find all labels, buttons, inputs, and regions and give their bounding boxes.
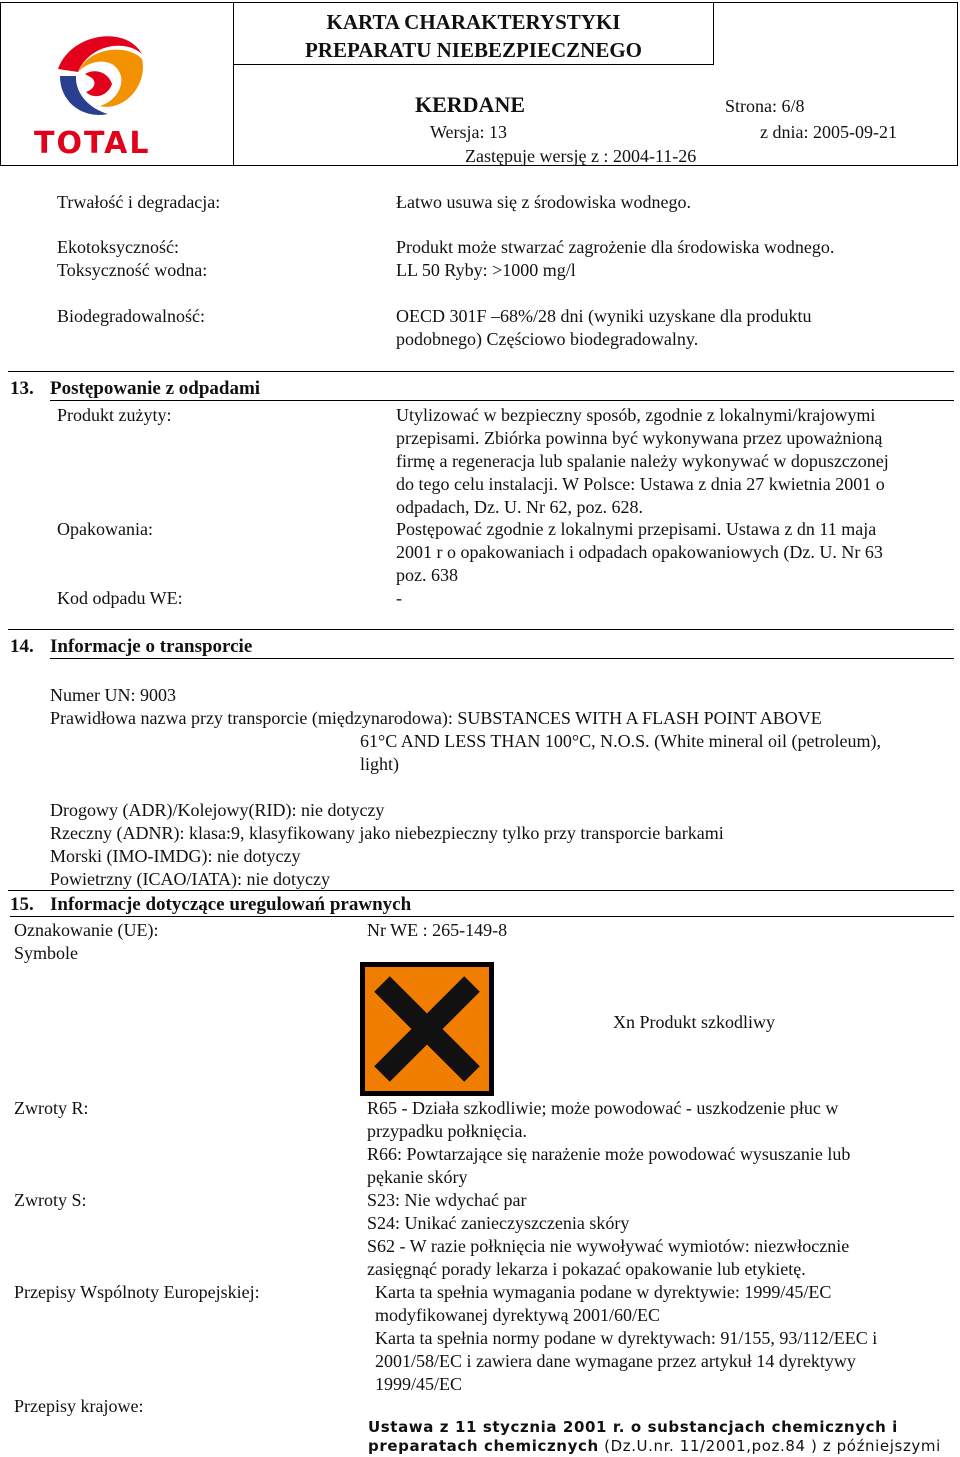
label-s-phrases: Zwroty S:: [14, 1190, 87, 1210]
text-line: S62 - W razie połknięcia nie wywoływać wymiotów: niezwłocznie: [367, 1236, 850, 1256]
text-line: R66: Powtarzające się narażenie może powodować wysuszanie lub: [367, 1144, 851, 1164]
text-line: do tego celu instalacji. W Polsce: Ustawa z dnia 27 kwietnia 2001 o: [396, 474, 885, 494]
un-number: Numer UN: 9003: [50, 685, 176, 705]
value-used-product: [396, 404, 889, 519]
text-line: Utylizować w bezpieczny sposób, zgodnie z lokalnymi/krajowymi: [396, 405, 876, 425]
version: Wersja: 13: [430, 122, 508, 142]
text-line: R65 - Działa szkodliwie; może powodować - uszkodzenie płuc w: [367, 1098, 839, 1118]
value-biodegradability-2: podobnego) Częściowo biodegradowalny.: [396, 329, 699, 349]
value-national-regulations-1: Ustawa z 11 stycznia 2001 r. o substancjach chemicznych i: [368, 1418, 898, 1436]
label-packaging: Opakowania:: [57, 519, 153, 539]
value-eu-regulations: [375, 1281, 877, 1396]
value-waste-code: -: [396, 588, 402, 608]
text-line: modyfikowanej dyrektywą 2001/60/EC: [375, 1305, 660, 1325]
text-line: pękanie skóry: [367, 1167, 468, 1187]
text-line: przepisami. Zbiórka powinna być wykonywana przez upoważnioną: [396, 428, 883, 448]
section-divider: [8, 890, 954, 891]
value-ecotoxicity: Produkt może stwarzać zagrożenie dla środowiska wodnego.: [396, 237, 835, 257]
section-13-title: Postępowanie z odpadami: [50, 378, 261, 399]
text-line: firmę a regeneracja lub spalanie należy wykonywać w dopuszczonej: [396, 451, 889, 471]
section-15-title: Informacje dotyczące uregulowań prawnych: [50, 894, 412, 915]
label-biodegradability: Biodegradowalność:: [57, 306, 205, 326]
section-title-underline: [50, 400, 954, 401]
version-date: z dnia: 2005-09-21: [760, 122, 897, 142]
shipping-name-3: light): [360, 754, 399, 774]
shipping-name-2: 61°C AND LESS THAN 100°C, N.O.S. (White mineral oil (petroleum),: [360, 731, 882, 751]
section-14-title: Informacje o transporcie: [50, 636, 253, 657]
text-line: S24: Unikać zanieczyszczenia skóry: [367, 1213, 630, 1233]
text-line: 1999/45/EC: [375, 1374, 463, 1394]
value-national-regulations-2: [368, 1437, 941, 1456]
document-title: [233, 8, 714, 64]
hazard-xn-icon: [360, 962, 494, 1096]
text-line: 2001/58/EC i zawiera dane wymagane przez artykuł 14 dyrektywy: [375, 1351, 856, 1371]
value-aquatic-toxicity: LL 50 Ryby: >1000 mg/l: [396, 260, 576, 280]
regulation-title-bold: preparatach chemicznych: [368, 1437, 599, 1455]
value-r-phrases: [367, 1097, 850, 1189]
transport-river: Rzeczny (ADNR): klasa:9, klasyfikowany jako niebezpieczny tylko przy transporcie barkami: [50, 823, 724, 843]
label-national-regulations: Przepisy krajowe:: [14, 1396, 144, 1416]
section-15-number: 15.: [10, 894, 34, 915]
value-ec-number: Nr WE : 265-149-8: [367, 920, 508, 940]
section-divider: [8, 371, 954, 372]
label-waste-code: Kod odpadu WE:: [57, 588, 183, 608]
label-r-phrases: Zwroty R:: [14, 1098, 89, 1118]
label-used-product: Produkt zużyty:: [57, 405, 172, 425]
header-divider: [233, 64, 714, 65]
label-ecotoxicity: Ekotoksyczność:: [57, 237, 179, 257]
section-title-underline: [50, 658, 954, 659]
value-s-phrases: [367, 1189, 849, 1281]
text-line: przypadku połknięcia.: [367, 1121, 527, 1141]
transport-air: Powietrzny (ICAO/IATA): nie dotyczy: [50, 869, 330, 889]
regulation-reference: (Dz.U.nr. 11/2001,poz.84 ) z późniejszymi: [598, 1437, 941, 1455]
title-line-1: KARTA CHARAKTERYSTYKI: [326, 10, 621, 34]
shipping-name-1: Prawidłowa nazwa przy transporcie (międzynarodowa): SUBSTANCES WITH A FLASH POINT ABOVE: [50, 708, 822, 728]
text-line: Postępować zgodnie z lokalnymi przepisami. Ustawa z dn 11 maja: [396, 519, 877, 539]
logo-text: TOTAL: [34, 126, 151, 161]
label-symbols: Symbole: [14, 943, 79, 963]
label-eu-marking: Oznakowanie (UE):: [14, 920, 159, 940]
section-13-number: 13.: [10, 378, 34, 399]
label-aquatic-toxicity: Toksyczność wodna:: [57, 260, 208, 280]
text-line: 2001 r o opakowaniach i odpadach opakowaniowych (Dz. U. Nr 63: [396, 542, 883, 562]
text-line: odpadach, Dz. U. Nr 62, poz. 628.: [396, 497, 643, 517]
hazard-symbol-label: Xn Produkt szkodliwy: [613, 1012, 775, 1032]
transport-road: Drogowy (ADR)/Kolejowy(RID): nie dotyczy: [50, 800, 385, 820]
text-line: Karta ta spełnia normy podane w dyrektywach: 91/155, 93/112/EEC i: [375, 1328, 878, 1348]
replaces-version: Zastępuje wersję z : 2004-11-26: [465, 146, 697, 166]
text-line: zasięgnąć porady lekarza i pokazać opakowanie lub etykietę.: [367, 1259, 806, 1279]
label-eu-regulations: Przepisy Wspólnoty Europejskiej:: [14, 1282, 260, 1302]
value-persistence: Łatwo usuwa się z środowiska wodnego.: [396, 192, 691, 212]
section-14-number: 14.: [10, 636, 34, 657]
section-title-underline: [10, 916, 954, 917]
section-divider: [8, 629, 954, 630]
total-logo: [30, 14, 200, 164]
transport-sea: Morski (IMO-IMDG): nie dotyczy: [50, 846, 301, 866]
label-persistence: Trwałość i degradacja:: [57, 192, 221, 212]
product-name: KERDANE: [415, 92, 526, 117]
value-packaging: [396, 518, 883, 587]
text-line: S23: Nie wdychać par: [367, 1190, 527, 1210]
text-line: Karta ta spełnia wymagania podane w dyrektywie: 1999/45/EC: [375, 1282, 832, 1302]
value-biodegradability-1: OECD 301F –68%/28 dni (wyniki uzyskane dla produktu: [396, 306, 812, 326]
page-number: Strona: 6/8: [725, 96, 805, 116]
title-line-2: PREPARATU NIEBEZPIECZNEGO: [304, 38, 642, 62]
text-line: poz. 638: [396, 565, 458, 585]
